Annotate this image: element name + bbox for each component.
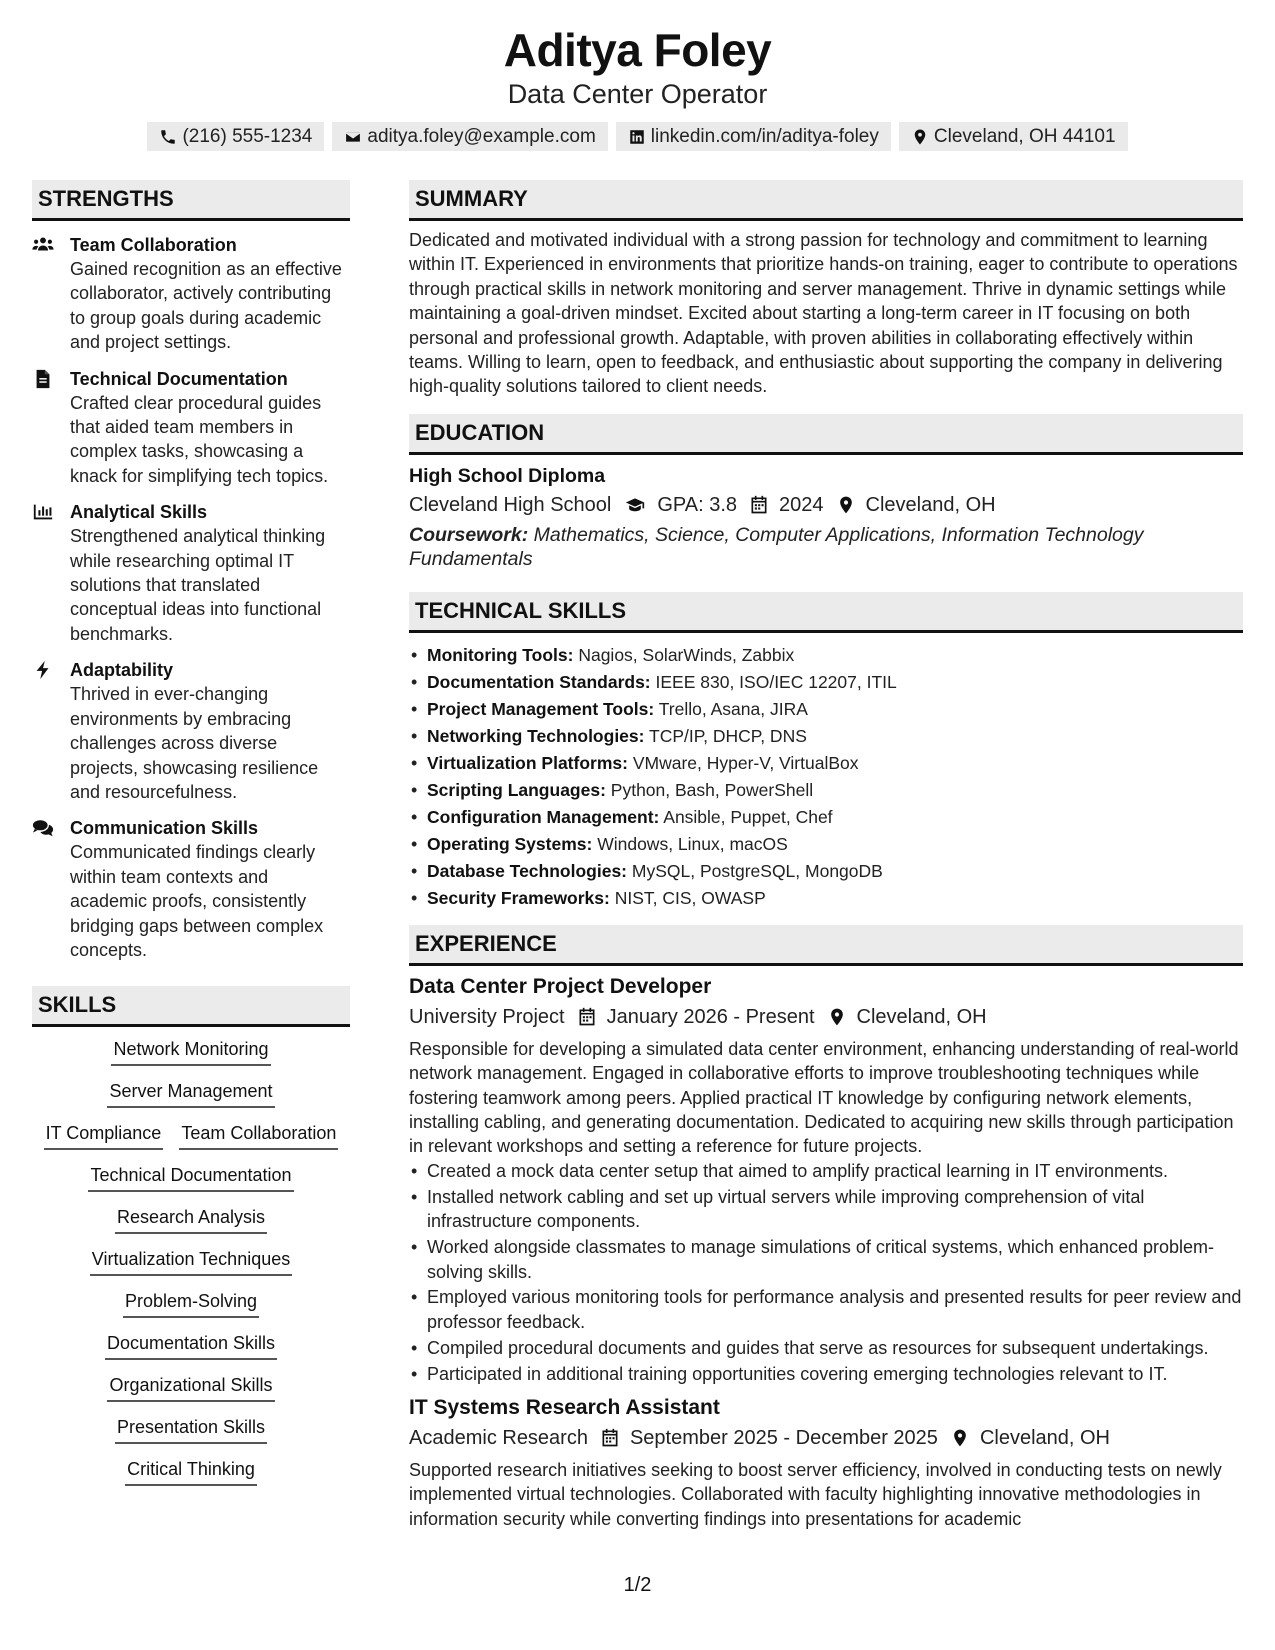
education-coursework (409, 523, 1243, 572)
map-pin-icon (827, 1007, 847, 1027)
linkedin-icon (628, 128, 646, 146)
strength-title: Adaptability (70, 660, 174, 681)
skill-tag: Documentation Skills (105, 1331, 277, 1360)
job-org: Academic Research (409, 1427, 588, 1450)
job-bullet: • Participated in additional training opportunities covering emerging technologies relevant to IT. (409, 1362, 1243, 1386)
education-meta (409, 491, 1243, 519)
job-description: Responsible for developing a simulated data center environment, enhancing understanding of real-world network management. Engaged in collaborative efforts to improve troubleshooting techniques while fostering teamwork among peers. Applied practical IT knowledge by configuring network elements, installing cabling, and generating documentation. Dedicated to acquiring new skills through participation in relevant workshops and setting a reference for future projects. (409, 1038, 1239, 1157)
document-icon (32, 369, 54, 389)
comments-icon (32, 818, 54, 838)
contact-email-text: aditya.foley@example.com (367, 125, 596, 147)
strengths-heading: STRENGTHS (32, 180, 350, 221)
job-bullet: • Worked alongside classmates to manage simulations of critical systems, which enhanced problem-solving skills. (409, 1235, 1243, 1284)
job-bullets (409, 1159, 1243, 1386)
coursework-label: Coursework: (409, 523, 529, 546)
tech-skill-item: • Networking Technologies: TCP/IP, DHCP, DNS (409, 723, 1243, 750)
skill-tag: Network Monitoring (111, 1037, 270, 1066)
tech-skill-item: • Scripting Languages: Python, Bash, PowerShell (409, 777, 1243, 804)
strength-text: Thrived in ever-changing environments by embracing challenges across diverse projects, showcasing resilience and resourcefulness. (70, 684, 319, 802)
skill-tag: Critical Thinking (125, 1457, 257, 1486)
job-meta (409, 1003, 1243, 1031)
skill-tag: Research Analysis (115, 1205, 267, 1234)
education-degree: High School Diploma (409, 464, 606, 487)
phone-icon (159, 128, 177, 146)
job-description: Supported research initiatives seeking to boost server efficiency, involved in conducting tests on newly implemented virtual technologies. Collaborated with faculty highlighting innovative methodologies in information security while converting findings into presentations for academic (409, 1460, 1222, 1529)
coursework-text: Mathematics, Science, Computer Applications, Information Technology Fundamentals (409, 523, 1144, 571)
skill-tag: Team Collaboration (179, 1121, 338, 1150)
job-bullet: • Created a mock data center setup that aimed to amplify practical learning in IT environments. (409, 1159, 1243, 1183)
tech-skill-item: • Monitoring Tools: Nagios, SolarWinds, Zabbix (409, 642, 1243, 669)
strength-title: Analytical Skills (70, 502, 208, 523)
job-meta (409, 1424, 1243, 1452)
strength-text: Gained recognition as an effective collaborator, actively contributing to group goals during academic and project settings. (70, 259, 342, 353)
strength-text: Communicated findings clearly within team contexts and academic proofs, consistently bridging gaps between complex concepts. (70, 842, 324, 960)
contact-location-text: Cleveland, OH 44101 (933, 125, 1116, 147)
map-pin-icon (836, 495, 856, 515)
strength-item (32, 367, 350, 489)
tech-skill-item: • Virtualization Platforms: VMware, Hyper-V, VirtualBox (409, 750, 1243, 777)
summary-heading: SUMMARY (409, 180, 1243, 221)
job-bullet: • Compiled procedural documents and guides that serve as resources for subsequent undertakings. (409, 1336, 1243, 1360)
tech-skill-item: • Database Technologies: MySQL, PostgreSQL, MongoDB (409, 858, 1243, 885)
map-pin-icon (950, 1428, 970, 1448)
bolt-icon (32, 660, 54, 680)
job-bullet: • Employed various monitoring tools for performance analysis and presented results for peer review and professor feedback. (409, 1285, 1243, 1334)
skill-tag: Presentation Skills (115, 1415, 267, 1444)
tech-skill-item: • Project Management Tools: Trello, Asana, JIRA (409, 696, 1243, 723)
contact-email[interactable] (332, 122, 607, 151)
strength-title: Technical Documentation (70, 368, 288, 389)
candidate-name: Aditya Foley (503, 24, 772, 76)
skill-tag: Technical Documentation (88, 1163, 293, 1192)
technical-skills-list (409, 642, 1243, 912)
skills-list (32, 1027, 350, 1486)
tech-skill-item: • Security Frameworks: NIST, CIS, OWASP (409, 885, 1243, 912)
job-dates: September 2025 - December 2025 (629, 1427, 938, 1450)
contact-phone[interactable] (147, 122, 324, 151)
strength-title: Team Collaboration (70, 235, 237, 255)
calendar-icon (577, 1007, 597, 1027)
education-gpa: GPA: 3.8 (657, 493, 738, 516)
contact-phone-text: (216) 555-1234 (182, 125, 313, 147)
left-column (32, 180, 350, 1486)
strength-text: Crafted clear procedural guides that aided team members in complex tasks, showcasing a knack for simplifying tech topics. (70, 392, 329, 486)
technical-skills-heading: TECHNICAL SKILLS (409, 592, 1243, 633)
job-location: Cleveland, OH (856, 1005, 987, 1028)
job-org: University Project (409, 1005, 565, 1028)
calendar-icon (749, 495, 769, 515)
education-school: Cleveland High School (409, 493, 612, 516)
bar-chart-icon (32, 502, 54, 522)
education-location: Cleveland, OH (865, 493, 996, 516)
summary-text: Dedicated and motivated individual with a strong passion for technology and commitment to learning within IT. Experienced in environments that prioritize hands-on training, eager to contribute to operations through practical skills in network monitoring and server management. Thrive in dynamic settings while maintaining a goal-driven mindset. Excited about starting a long-term career in IT focusing on both personal and professional growth. Adaptable, with proven abilities in collaborating effectively within teams. Willing to learn, open to feedback, and enthusiastic about supporting the company in delivering high-quality solutions tailored to client needs. (409, 230, 1238, 397)
job-dates: January 2026 - Present (606, 1005, 815, 1028)
strength-item (32, 233, 350, 355)
envelope-icon (344, 128, 362, 146)
tech-skill-item: • Documentation Standards: IEEE 830, ISO/IEC 12207, ITIL (409, 669, 1243, 696)
contact-location (899, 122, 1128, 151)
strength-item (32, 816, 350, 962)
tech-skill-item: • Operating Systems: Windows, Linux, macOS (409, 831, 1243, 858)
strength-text: Strengthened analytical thinking while researching optimal IT solutions that translated conceptual ideas into functional benchmarks. (70, 526, 326, 644)
job-entry (409, 1394, 1243, 1531)
experience-heading: EXPERIENCE (409, 925, 1243, 966)
skill-tag: Server Management (107, 1079, 274, 1108)
skill-tag: Problem-Solving (123, 1289, 259, 1318)
job-title: IT Systems Research Assistant (409, 1396, 720, 1420)
contact-linkedin-text: linkedin.com/in/aditya-foley (650, 125, 879, 147)
skill-tag: Virtualization Techniques (90, 1247, 292, 1276)
strength-item (32, 500, 350, 646)
contact-linkedin[interactable] (616, 122, 891, 151)
education-year: 2024 (779, 493, 824, 516)
strength-item (32, 658, 350, 804)
graduation-cap-icon (623, 495, 647, 515)
job-entry (409, 973, 1243, 1386)
tech-skill-item: • Configuration Management: Ansible, Puppet, Chef (409, 804, 1243, 831)
candidate-role: Data Center Operator (507, 79, 768, 109)
resume-header (0, 22, 1275, 151)
job-location: Cleveland, OH (979, 1427, 1110, 1450)
skill-tag: IT Compliance (44, 1121, 164, 1150)
job-title: Data Center Project Developer (409, 974, 712, 998)
job-bullet: • Installed network cabling and set up virtual servers while improving comprehension of vital infrastructure components. (409, 1185, 1243, 1234)
calendar-icon (600, 1428, 620, 1448)
users-icon (32, 235, 54, 255)
contact-bar (0, 122, 1275, 151)
strength-title: Communication Skills (70, 818, 259, 839)
education-heading: EDUCATION (409, 414, 1243, 455)
page-number: 1/2 (623, 1574, 652, 1596)
skill-tag: Organizational Skills (107, 1373, 274, 1402)
skills-heading: SKILLS (32, 986, 350, 1027)
map-pin-icon (911, 128, 929, 146)
right-column (409, 180, 1243, 1531)
